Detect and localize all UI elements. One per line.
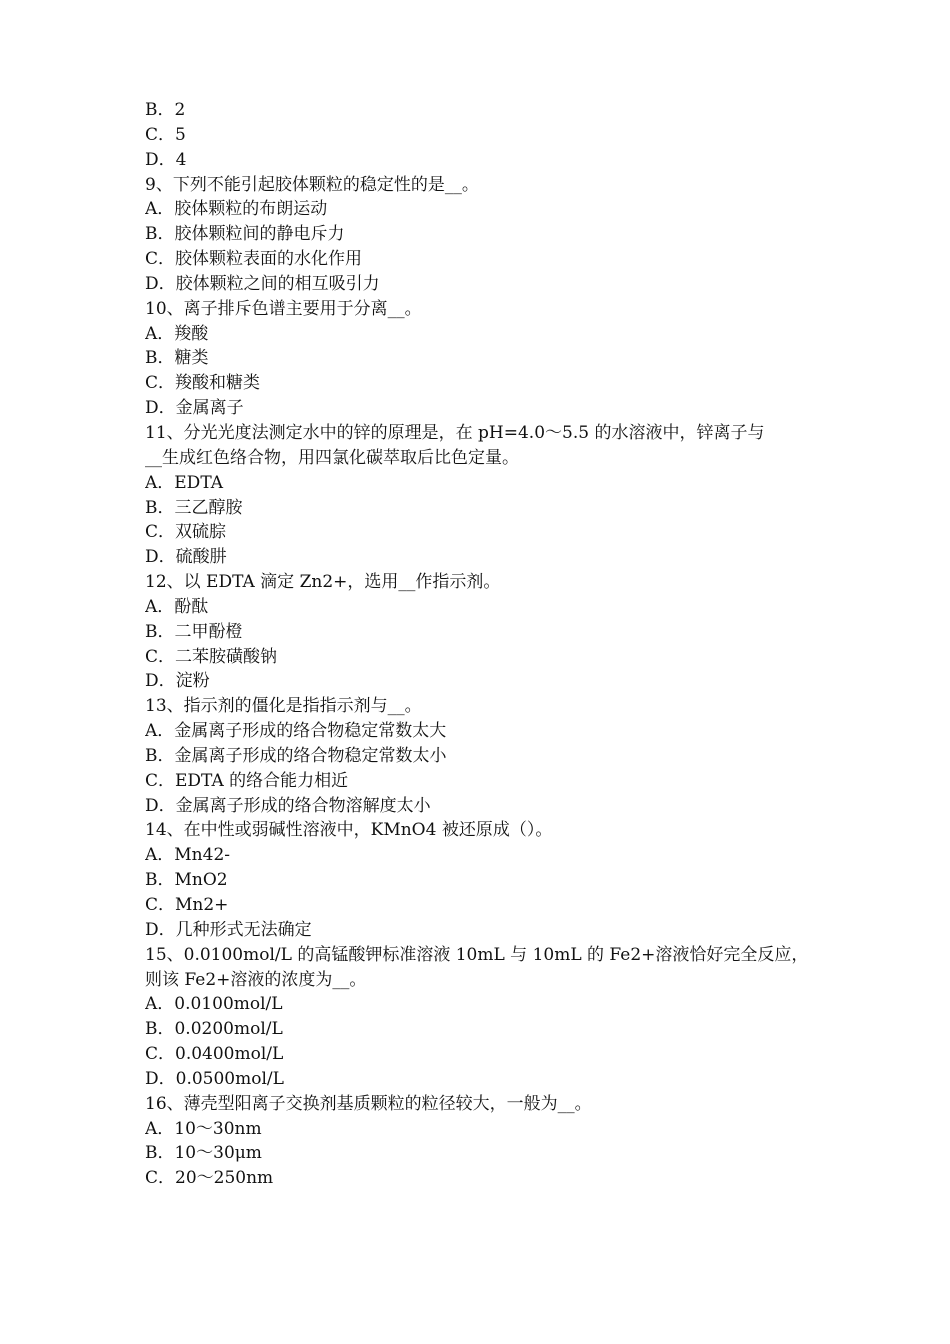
question-9: 9、下列不能引起胶体颗粒的稳定性的是__。 <box>145 174 479 195</box>
option-b-10: B．糖类 <box>145 348 209 369</box>
option-a-10: A．羧酸 <box>145 323 209 344</box>
option-d-10: D．金属离子 <box>145 398 244 419</box>
option-b-15: B．0.0200mol/L <box>145 1019 283 1040</box>
option-b-11: B．三乙醇胺 <box>145 497 243 518</box>
question-10: 10、离子排斥色谱主要用于分离__。 <box>145 298 422 319</box>
question-12: 12、以 EDTA 滴定 Zn2+，选用__作指示剂。 <box>145 572 501 593</box>
option-b-8: B．2 <box>145 100 186 120</box>
option-d-11: D．硫酸肼 <box>145 547 227 568</box>
option-c-16: C．20～250nm <box>145 1168 274 1189</box>
question-16: 16、薄壳型阳离子交换剂基质颗粒的粒径较大，一般为__。 <box>145 1093 592 1114</box>
option-c-11: C．双硫腙 <box>145 522 227 543</box>
option-c-12: C．二苯胺磺酸钠 <box>145 646 278 667</box>
option-a-13: A．金属离子形成的络合物稳定常数太大 <box>145 721 447 742</box>
option-c-9: C．胶体颗粒表面的水化作用 <box>145 249 363 270</box>
option-d-12: D．淀粉 <box>145 671 210 692</box>
option-d-13: D．金属离子形成的络合物溶解度太小 <box>145 795 431 816</box>
option-a-11: A．EDTA <box>145 472 224 493</box>
option-d-8: D．4 <box>145 149 187 170</box>
option-c-10: C．羧酸和糖类 <box>145 373 261 394</box>
option-b-14: B．MnO2 <box>145 870 228 891</box>
question-14: 14、在中性或弱碱性溶液中，KMnO4 被还原成（）。 <box>145 820 553 841</box>
option-b-13: B．金属离子形成的络合物稳定常数太小 <box>145 745 447 766</box>
question-11-line-2: __生成红色络合物，用四氯化碳萃取后比色定量。 <box>145 447 519 468</box>
question-13: 13、指示剂的僵化是指指示剂与__。 <box>145 696 422 717</box>
question-15-line-1: 15、0.0100mol/L 的高锰酸钾标准溶液 10mL 与 10mL 的 Fe2+溶液恰好完全反应， <box>145 944 809 965</box>
option-a-14: A．Mn42- <box>145 845 231 866</box>
option-c-15: C．0.0400mol/L <box>145 1044 284 1065</box>
option-c-13: C．EDTA 的络合能力相近 <box>145 770 349 791</box>
option-b-9: B．胶体颗粒间的静电斥力 <box>145 224 345 245</box>
option-b-12: B．二甲酚橙 <box>145 621 243 642</box>
option-c-14: C．Mn2+ <box>145 895 229 915</box>
option-a-12: A．酚酞 <box>145 596 209 617</box>
option-a-16: A．10～30nm <box>145 1118 262 1139</box>
option-d-14: D．几种形式无法确定 <box>145 919 312 940</box>
question-11-line-1: 11、分光光度法测定水中的锌的原理是，在 pH=4.0～5.5 的水溶液中，锌离子与 <box>145 422 765 443</box>
option-a-15: A．0.0100mol/L <box>145 994 283 1015</box>
option-c-8: C．5 <box>145 124 186 145</box>
option-d-15: D．0.0500mol/L <box>145 1068 284 1089</box>
option-d-9: D．胶体颗粒之间的相互吸引力 <box>145 273 380 294</box>
document-page <box>145 98 815 1191</box>
question-15-line-2: 则该 Fe2+溶液的浓度为__。 <box>145 969 367 990</box>
option-b-16: B．10～30μm <box>145 1143 262 1164</box>
option-a-9: A．胶体颗粒的布朗运动 <box>145 199 328 220</box>
